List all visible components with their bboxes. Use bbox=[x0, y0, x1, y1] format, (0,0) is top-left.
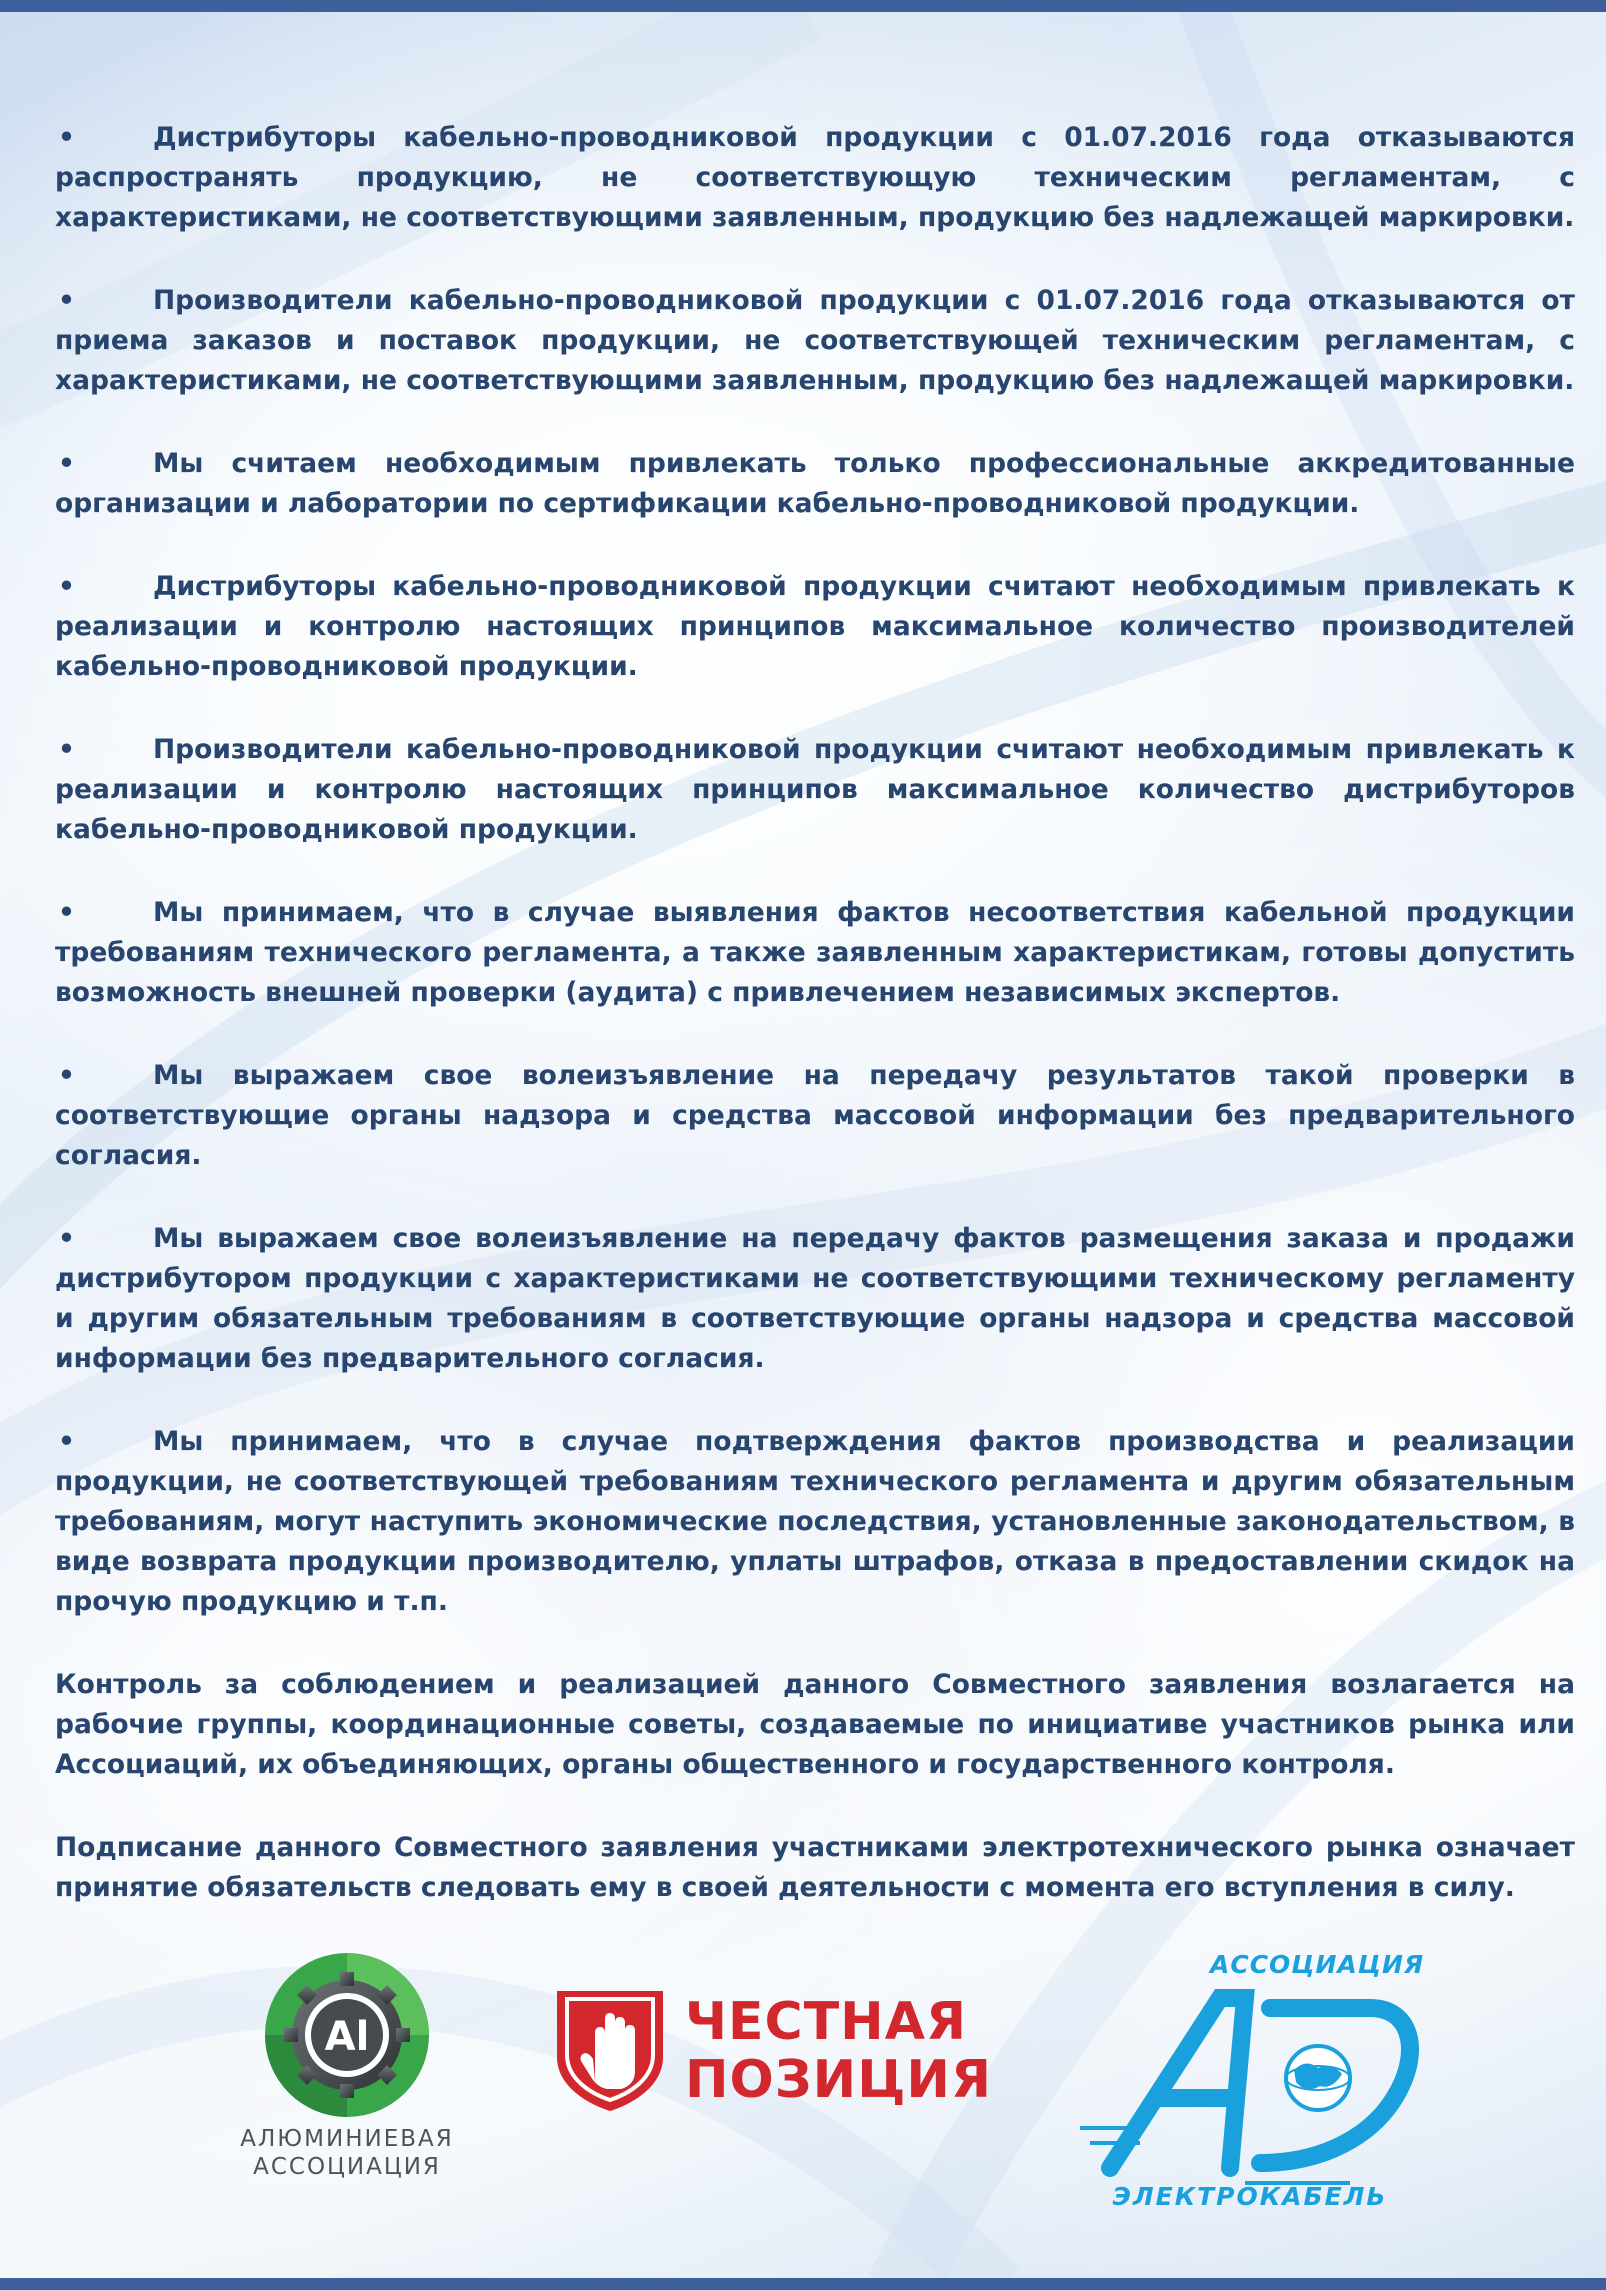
paragraph-text: Дистрибуторы кабельно-проводниковой продукции с 01.07.2016 года отказываются распространять продукцию, не соответствующую техническим регламентам, с характеристиками, не соответствующими заявленным, продукцию без надлежащей маркировки. bbox=[55, 122, 1575, 233]
paragraph-text: Мы выражаем свое волеизъявление на передачу фактов размещения заказа и продажи дистрибутором продукции с характеристиками не соответствующими техническому регламенту и другим обязательным требованиям в соответствующие органы надзора и средства массовой информации без предварительного согласия. bbox=[55, 1223, 1575, 1374]
hand-shield-icon bbox=[545, 1985, 675, 2115]
aluminum-mark-text: Al bbox=[324, 2014, 370, 2060]
bullet-paragraph bbox=[55, 118, 1575, 238]
bullet-marker: • bbox=[58, 571, 75, 602]
bullet-paragraph bbox=[55, 281, 1575, 401]
paragraph-text: Дистрибуторы кабельно-проводниковой продукции считают необходимым привлекать к реализации и контролю настоящих принципов максимальное количество производителей кабельно-проводниковой продукции. bbox=[55, 571, 1575, 682]
bottom-border bbox=[0, 2278, 1606, 2290]
bullet-marker: • bbox=[58, 1060, 75, 1091]
bullet-marker: • bbox=[58, 285, 75, 316]
paragraph-text: Подписание данного Совместного заявления участниками электротехнического рынка означает принятие обязательств следовать ему в своей деятельности с момента его вступления в силу. bbox=[55, 1832, 1575, 1903]
logos-row bbox=[0, 1930, 1606, 2230]
aluminum-caption bbox=[232, 2125, 462, 2181]
paragraph-text: Производители кабельно-проводниковой продукции считают необходимым привлекать к реализации и контролю настоящих принципов максимальное количество дистрибуторов кабельно-проводниковой продукции. bbox=[55, 734, 1575, 845]
aluminum-gear-icon bbox=[232, 1950, 462, 2120]
bullet-marker: • bbox=[58, 122, 75, 153]
bullet-paragraph bbox=[55, 444, 1575, 524]
bullet-marker: • bbox=[58, 897, 75, 928]
paragraph-text: Производители кабельно-проводниковой продукции с 01.07.2016 года отказываются от приема заказов и поставок продукции, не соответствующей техническим регламентам, с характеристиками, не соответствующими заявленным, продукцию без надлежащей маркировки. bbox=[55, 285, 1575, 396]
statement-text bbox=[55, 118, 1575, 1951]
bullet-paragraph bbox=[55, 893, 1575, 1013]
aluminum-association-logo bbox=[232, 1950, 462, 2220]
aluminum-caption-line2: АССОЦИАЦИЯ bbox=[253, 2154, 441, 2180]
bullet-paragraph bbox=[55, 1056, 1575, 1176]
electrocable-top-text: АССОЦИАЦИЯ bbox=[1210, 1950, 1425, 1979]
bullet-marker: • bbox=[58, 1426, 75, 1457]
electrocable-association-logo bbox=[1070, 1950, 1430, 2220]
paragraph-text: Контроль за соблюдением и реализацией данного Совместного заявления возлагается на рабочие группы, координационные советы, создаваемые по инициативе участников рынка или Ассоциаций, их объединяющих, органы общественного и государственного контроля. bbox=[55, 1669, 1575, 1780]
honest-position-text bbox=[685, 1993, 992, 2109]
top-border bbox=[0, 0, 1606, 12]
aluminum-caption-line1: АЛЮМИНИЕВАЯ bbox=[240, 2126, 454, 2152]
bullet-marker: • bbox=[58, 448, 75, 479]
closing-paragraph bbox=[55, 1828, 1575, 1908]
bullet-paragraph bbox=[55, 1422, 1575, 1622]
bullet-paragraph bbox=[55, 567, 1575, 687]
honest-position-logo bbox=[545, 1985, 1055, 2115]
honest-line1: ЧЕСТНАЯ bbox=[685, 1992, 967, 2052]
paragraph-text: Мы выражаем свое волеизъявление на передачу результатов такой проверки в соответствующие органы надзора и средства массовой информации без предварительного согласия. bbox=[55, 1060, 1575, 1171]
bullet-marker: • bbox=[58, 1223, 75, 1254]
closing-paragraph bbox=[55, 1665, 1575, 1785]
bullet-marker: • bbox=[58, 734, 75, 765]
paragraph-text: Мы считаем необходимым привлекать только профессиональные аккредитованные организации и лаборатории по сертификации кабельно-проводниковой продукции. bbox=[55, 448, 1575, 519]
bullet-paragraph bbox=[55, 1219, 1575, 1379]
electrocable-bottom-text: ЭЛЕКТРОКАБЕЛЬ bbox=[1112, 2182, 1388, 2211]
bullet-paragraph bbox=[55, 730, 1575, 850]
paragraph-text: Мы принимаем, что в случае выявления фактов несоответствия кабельной продукции требованиям технического регламента, а также заявленным характеристикам, готовы допустить возможность внешней проверки (аудита) с привлечением независимых экспертов. bbox=[55, 897, 1575, 1008]
honest-line2: ПОЗИЦИЯ bbox=[685, 2050, 992, 2110]
paragraph-text: Мы принимаем, что в случае подтверждения фактов производства и реализации продукции, не соответствующей требованиям технического регламента и другим обязательным требованиям, могут наступить экономические последствия, установленные законодательством, в виде возврата продукции производителю, уплаты штрафов, отказа в предоставлении скидок на прочую продукцию и т.п. bbox=[55, 1426, 1575, 1617]
ae-monogram-icon bbox=[1070, 1978, 1430, 2188]
